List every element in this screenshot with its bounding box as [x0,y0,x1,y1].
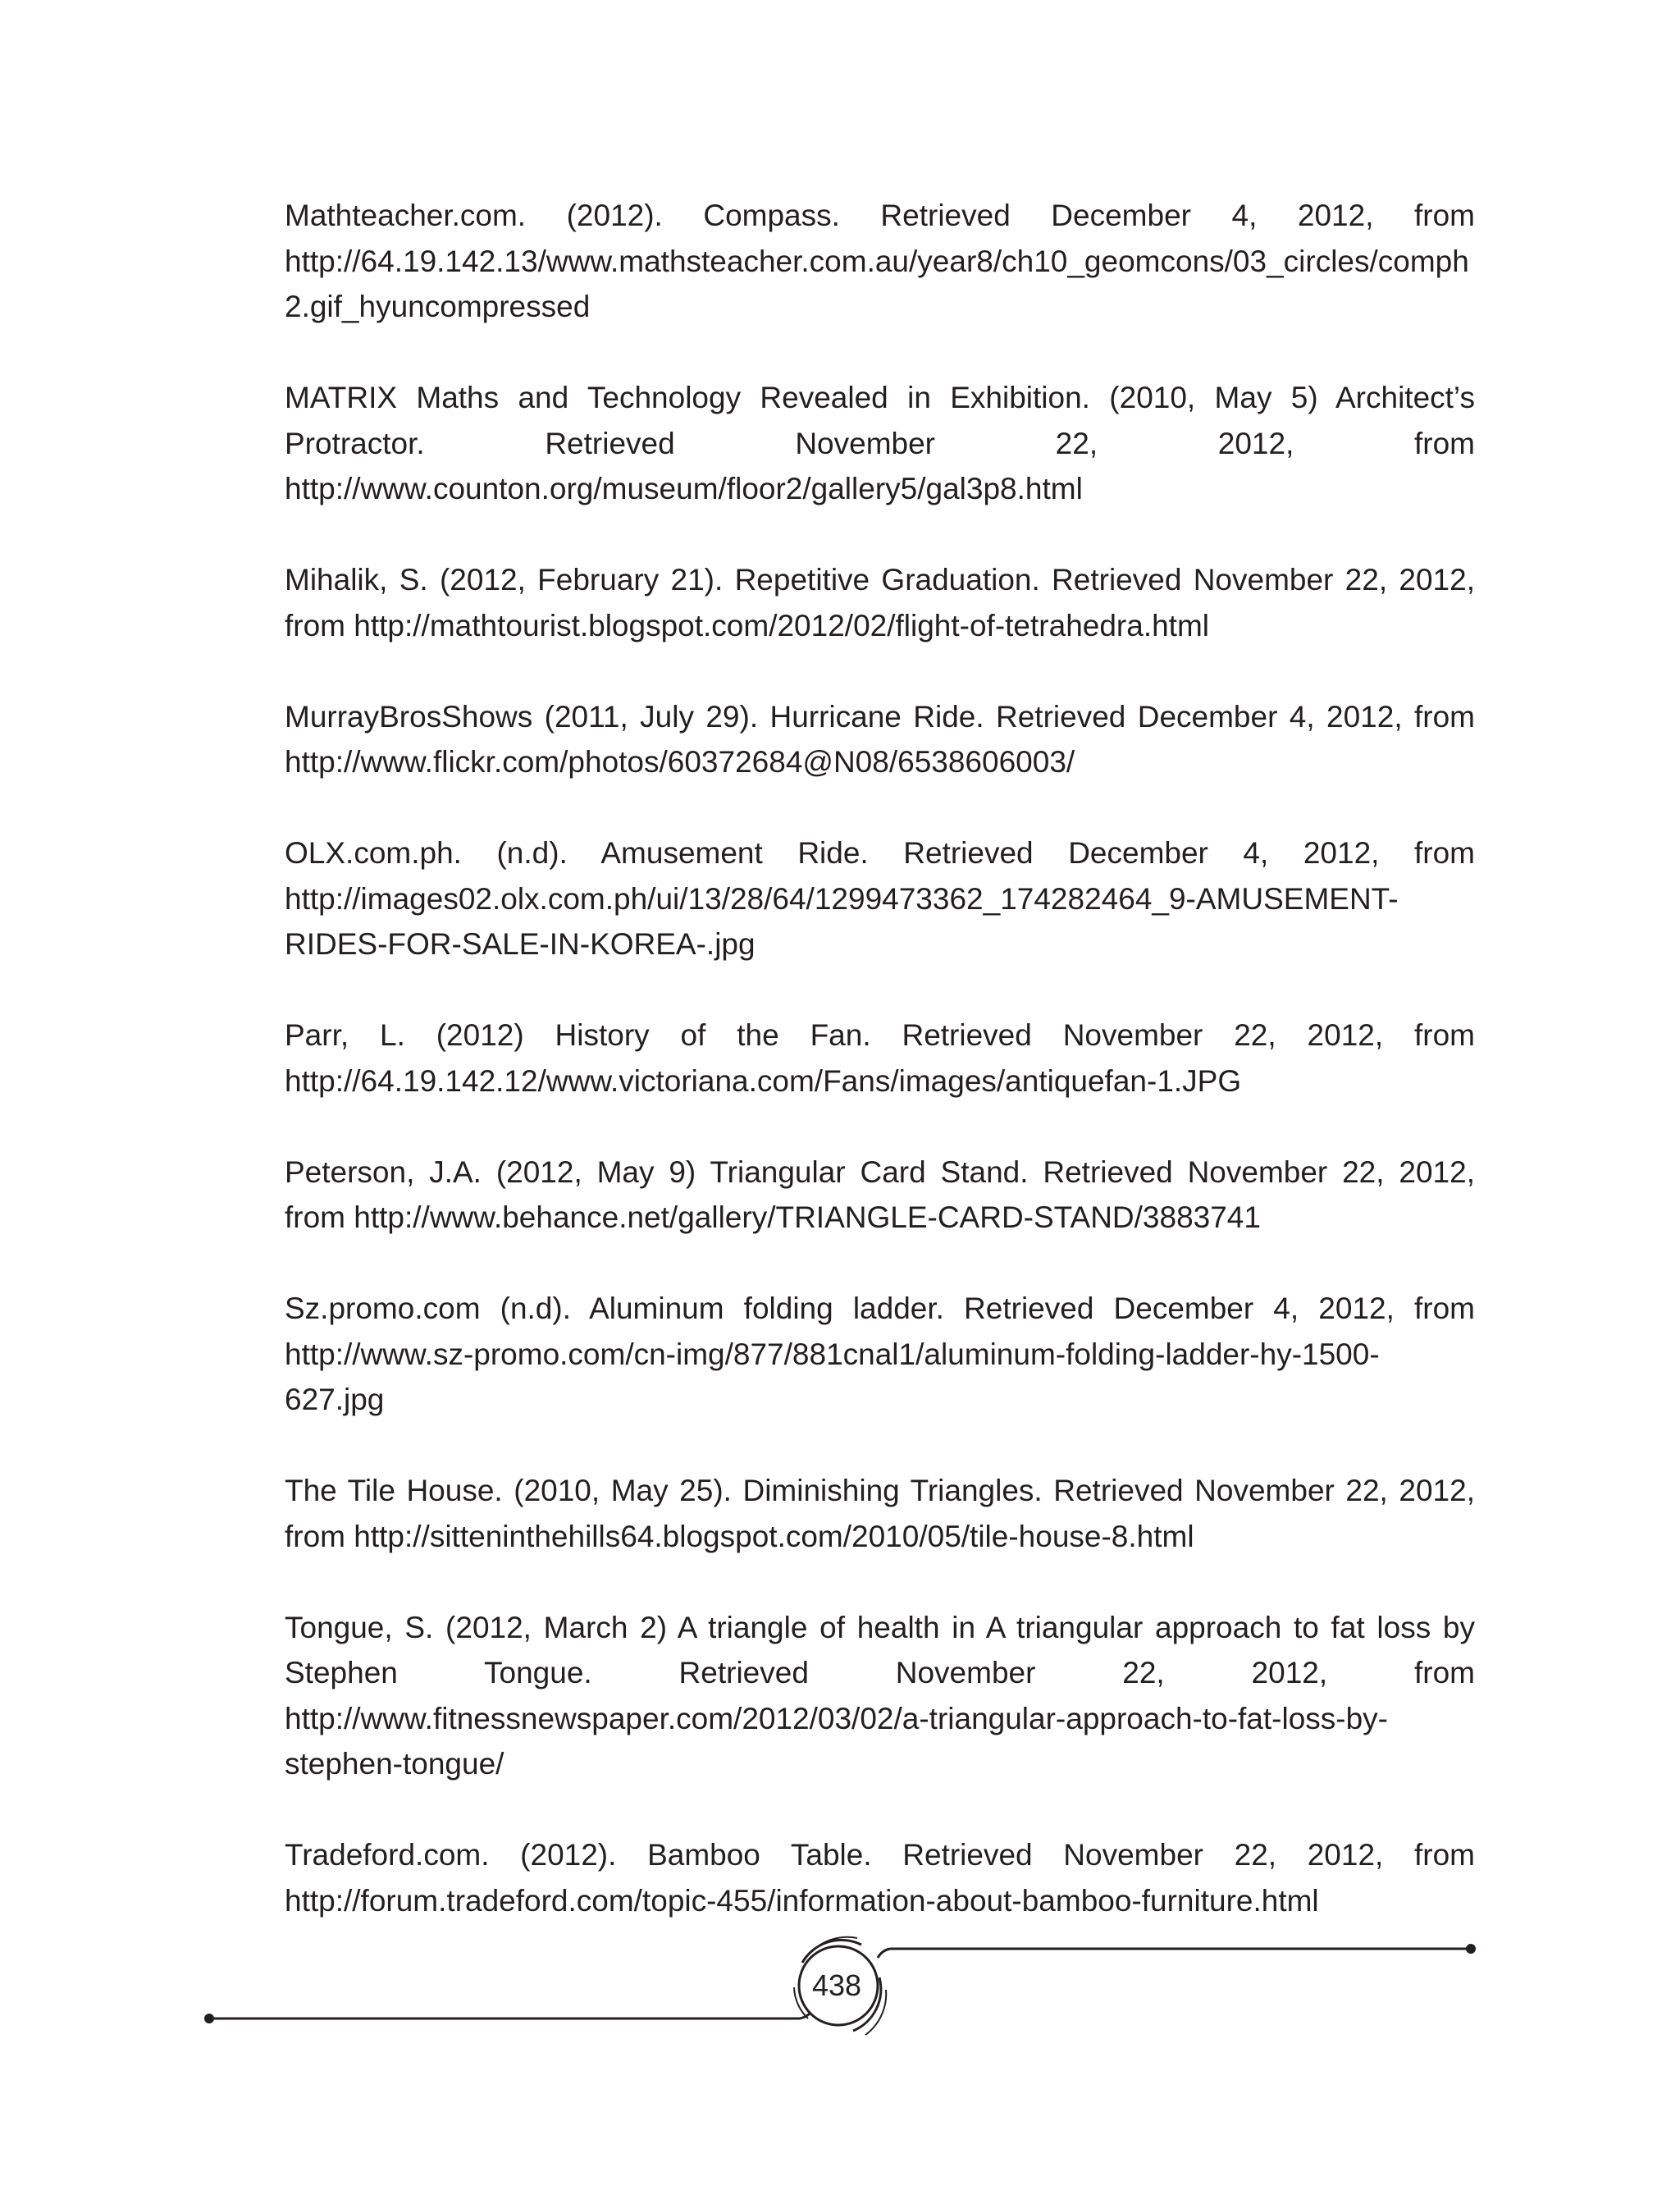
reference-entry: Peterson, J.A. (2012, May 9) Triangular Card Stand. Retrieved November 22, 2012, from http://www.behance.net/gallery/TRIANGLE-CARD-STAND/3883741 [285,1154,1475,1234]
reference-list [285,193,1475,1969]
reference-entry: Sz.promo.com (n.d). Aluminum folding ladder. Retrieved December 4, 2012, from http://www.sz-promo.com/cn-img/877/881cnal1/aluminum-folding-ladder-hy-1500-627.jpg [285,1292,1475,1416]
reference-entry: MurrayBrosShows (2011, July 29). Hurricane Ride. Retrieved December 4, 2012, from http://www.flickr.com/photos/60372684@N08/6538606003/ [285,699,1475,779]
footer-connector-right [878,1949,890,1958]
page-number: 438 [811,1968,862,2002]
reference-entry: Tradeford.com. (2012). Bamboo Table. Retrieved November 22, 2012, from http://forum.tradeford.com/topic-455/information-about-bamboo-furniture.html [285,1838,1475,1918]
reference-entry: Parr, L. (2012) History of the Fan. Retrieved November 22, 2012, from http://64.19.142.12/www.victoriana.com/Fans/images/antiquefan-1.JPG [285,1018,1475,1098]
reference-entry: OLX.com.ph. (n.d). Amusement Ride. Retrieved December 4, 2012, from http://images02.olx.com.ph/ui/13/28/64/1299473362_174282464_9-AMUSEMENT-RIDES-FOR-SALE-IN-KOREA-.jpg [285,836,1475,961]
reference-entry: Mihalik, S. (2012, February 21). Repetitive Graduation. Retrieved November 22, 2012, from http://mathtourist.blogspot.com/2012/02/flight-of-tetrahedra.html [285,563,1475,642]
reference-entry: Mathteacher.com. (2012). Compass. Retrieved December 4, 2012, from http://64.19.142.13/www.mathsteacher.com.au/year8/ch10_geomcons/03_circles/comph2.gif_hyuncompressed [285,199,1475,323]
footer-rule-left-dot [204,2014,214,2023]
reference-entry: Tongue, S. (2012, March 2) A triangle of health in A triangular approach to fat loss by Stephen Tongue. Retrieved November 22, 2012, from http://www.fitnessnewspaper.com/2012/03/02/a-triangular-approach-to-fat-loss-by-stephen-tongue/ [285,1610,1475,1781]
reference-entry: The Tile House. (2010, May 25). Diminishing Triangles. Retrieved November 22, 2012, from http://sitteninthehills64.blogspot.com/2010/05/tile-house-8.html [285,1474,1475,1553]
footer-rule-right-dot [1466,1944,1476,1954]
reference-entry: MATRIX Maths and Technology Revealed in Exhibition. (2010, May 5) Architect’s Protractor. Retrieved November 22, 2012, from http://www.counton.org/museum/floor2/gallery5/gal3p8.html [285,381,1475,505]
page-footer [0,1912,1680,2043]
